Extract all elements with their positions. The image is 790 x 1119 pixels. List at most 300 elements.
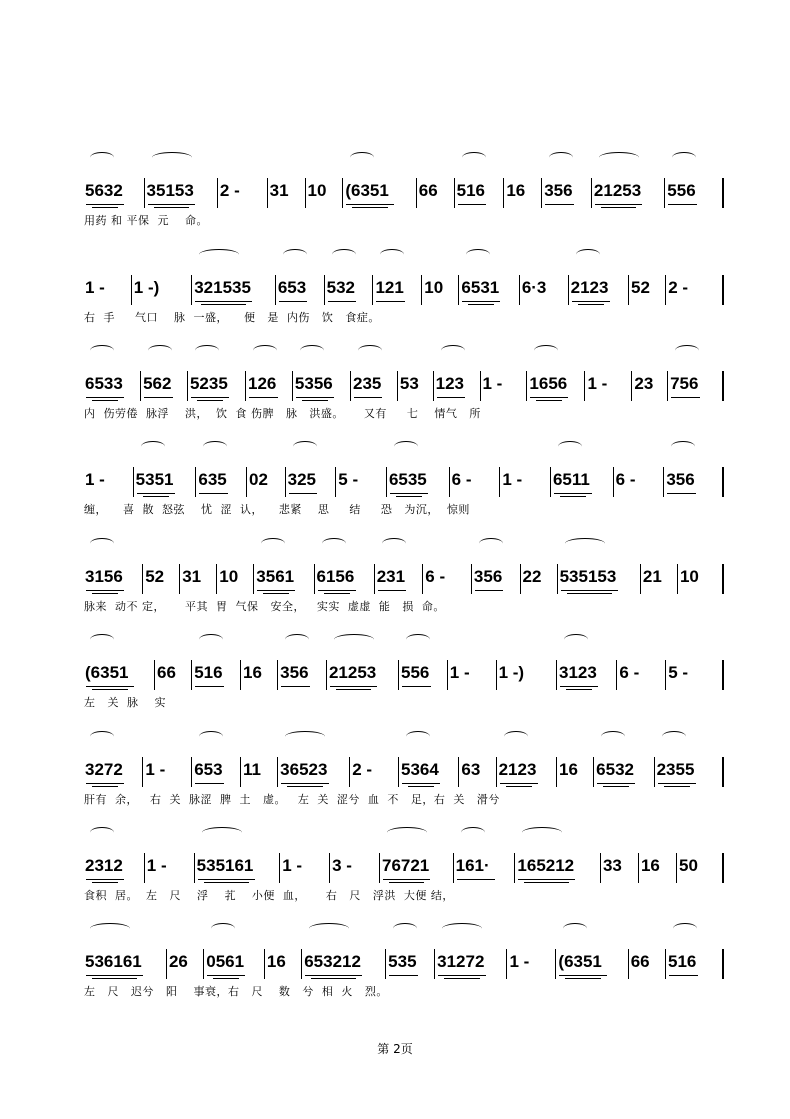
bar-line <box>279 853 280 883</box>
beam-line <box>545 204 574 205</box>
bar-line <box>398 757 399 787</box>
beam-line <box>204 882 249 883</box>
measure-notes: 76721 <box>381 856 430 875</box>
beam-line <box>92 593 118 594</box>
measure-notes: 53 <box>399 374 419 393</box>
measure-notes: 31 <box>182 567 202 586</box>
beam-line <box>524 882 569 883</box>
beam-line <box>567 593 612 594</box>
beam-line <box>475 590 504 591</box>
measure-notes: 6532 <box>596 760 634 779</box>
slur-mark <box>479 538 503 549</box>
beam-line <box>402 686 431 687</box>
lyric-line: 内 伤劳倦 脉浮 洪， 饮 食 伤脾 脉 洪盛。 又有 七 情气 所 <box>84 407 481 420</box>
slur-mark <box>461 827 485 838</box>
measure-notes: 516 <box>668 952 697 971</box>
bar-line <box>277 660 278 690</box>
slur-mark <box>406 731 430 742</box>
slur-mark <box>394 441 418 452</box>
slur-mark <box>199 634 223 645</box>
beam-line <box>195 686 224 687</box>
measure-notes: 31272 <box>437 952 485 971</box>
bar-line <box>267 178 268 208</box>
beam-line <box>318 590 356 591</box>
measure-notes: 3156 <box>85 567 123 586</box>
notation-system <box>0 951 790 1041</box>
lyric-line: 左 关 脉 实 <box>84 696 166 709</box>
beam-line <box>213 978 239 979</box>
bar-line <box>142 757 143 787</box>
bar-line <box>665 275 666 305</box>
measure-notes: 6 - <box>619 663 640 682</box>
bar-line <box>556 660 557 690</box>
slur-mark <box>534 345 558 356</box>
slur-mark <box>152 152 192 163</box>
bar-line <box>677 564 678 594</box>
beam-line <box>565 978 601 979</box>
bar-line <box>722 467 724 497</box>
beam-line <box>346 204 394 205</box>
measure-notes: 11 <box>243 760 261 779</box>
bar-line <box>550 467 551 497</box>
measure-notes: 10 <box>679 567 699 586</box>
beam-line <box>444 978 480 979</box>
measure-notes: 6533 <box>85 374 123 393</box>
bar-line <box>541 178 542 208</box>
bar-line <box>140 371 141 401</box>
measure-notes: 1 -) <box>498 663 525 682</box>
bar-line <box>349 757 350 787</box>
measure-notes: 5632 <box>85 181 123 200</box>
slur-mark <box>332 249 356 260</box>
measure-notes: 6156 <box>316 567 355 586</box>
beam-line <box>561 590 618 591</box>
slur-mark <box>90 731 114 742</box>
beam-line <box>669 975 698 976</box>
bar-line <box>350 371 351 401</box>
beam-line <box>305 975 362 976</box>
bar-line <box>722 564 724 594</box>
slur-mark <box>675 345 699 356</box>
beam-line <box>468 304 494 305</box>
beam-line <box>658 783 696 784</box>
bar-line <box>372 275 373 305</box>
bar-line <box>144 178 145 208</box>
measure-notes: 1656 <box>529 374 568 393</box>
beam-line <box>336 689 372 690</box>
bar-line <box>305 178 306 208</box>
measure-notes: 635 <box>198 470 227 489</box>
beam-line <box>595 204 643 205</box>
bar-line <box>133 467 134 497</box>
beam-line <box>383 879 431 880</box>
slur-mark <box>558 441 582 452</box>
bar-line <box>421 275 422 305</box>
measure-notes: 22 <box>522 567 542 586</box>
bar-line <box>264 949 265 979</box>
beam-line <box>198 879 255 880</box>
slur-mark <box>382 538 406 549</box>
measure-notes: 653 <box>194 760 223 779</box>
slur-mark <box>261 538 285 549</box>
measure-notes: 2123 <box>498 760 537 779</box>
slur-mark <box>199 731 223 742</box>
slur-mark <box>285 634 309 645</box>
measure-notes: 356 <box>473 567 503 586</box>
bar-line <box>447 660 448 690</box>
bar-line <box>385 949 386 979</box>
bar-line <box>664 178 665 208</box>
beam-line <box>195 301 252 302</box>
bar-line <box>379 853 380 883</box>
beam-line <box>86 397 124 398</box>
measure-notes: 63 <box>461 760 481 779</box>
bar-line <box>454 178 455 208</box>
measure-notes: 1 - <box>449 663 470 682</box>
slur-mark <box>441 345 465 356</box>
measure-notes: (6351 <box>85 663 129 682</box>
beam-line <box>572 301 610 302</box>
beam-line <box>408 786 434 787</box>
measure-notes: 562 <box>143 374 172 393</box>
measure-notes: 1 - <box>587 374 608 393</box>
measure-notes: 6 - <box>451 470 472 489</box>
slur-mark <box>350 152 374 163</box>
beam-line <box>302 400 328 401</box>
beam-line <box>92 978 137 979</box>
beam-line <box>597 783 635 784</box>
beam-line <box>664 786 690 787</box>
lyric-line: 右 手 气口 脉 一盛， 便 是 内伤 饮 食症。 <box>84 311 380 324</box>
bar-line <box>195 467 196 497</box>
measure-notes: 1 - <box>482 374 503 393</box>
beam-line <box>249 397 278 398</box>
slur-mark <box>462 152 486 163</box>
bar-line <box>191 757 192 787</box>
beam-line <box>389 882 425 883</box>
beam-line <box>195 783 224 784</box>
beam-line <box>281 783 329 784</box>
measure-notes: 66 <box>157 663 176 682</box>
bar-line <box>600 853 601 883</box>
bar-line <box>275 275 276 305</box>
bar-line <box>301 949 302 979</box>
bar-line <box>314 564 315 594</box>
measure-notes: 123 <box>435 374 464 393</box>
measure-notes: 2355 <box>656 760 695 779</box>
bar-line <box>676 853 677 883</box>
bar-line <box>277 757 278 787</box>
measure-notes: 121 <box>375 278 404 297</box>
beam-line <box>389 975 418 976</box>
slur-mark <box>90 538 114 549</box>
beam-line <box>207 975 245 976</box>
slur-mark <box>442 923 482 934</box>
lyric-line: 左 尺 迟兮 阳 事衰，右 尺 数 兮 相 火 烈。 <box>84 985 388 998</box>
bar-line <box>434 949 435 979</box>
measure-notes: 10 <box>307 181 327 200</box>
measure-notes: 535 <box>388 952 417 971</box>
slur-mark <box>565 538 605 549</box>
beam-line <box>437 397 466 398</box>
bar-line <box>663 467 664 497</box>
slur-mark <box>141 441 165 452</box>
bar-line <box>342 178 343 208</box>
bar-line <box>722 178 724 208</box>
slur-mark <box>380 249 404 260</box>
measure-notes: 0561 <box>206 952 245 971</box>
slur-mark <box>522 827 562 838</box>
bar-line <box>374 564 375 594</box>
measure-notes: 3 - <box>332 856 352 875</box>
beam-line <box>86 590 124 591</box>
measure-notes: 5235 <box>189 374 228 393</box>
measure-notes: 6535 <box>388 470 427 489</box>
measure-notes: 161· <box>455 856 490 875</box>
measure-notes: 16 <box>640 856 660 875</box>
beam-line <box>324 593 350 594</box>
slur-mark <box>148 345 172 356</box>
bar-line <box>246 467 247 497</box>
bar-line <box>722 275 724 305</box>
measure-notes: 535161 <box>196 856 254 875</box>
measure-notes: 532 <box>326 278 356 297</box>
measure-notes: 6 - <box>425 567 446 586</box>
bar-line <box>496 757 497 787</box>
measure-notes: 2312 <box>85 856 123 875</box>
beam-line <box>530 397 568 398</box>
measure-notes: 16 <box>506 181 526 200</box>
bar-line <box>453 853 454 883</box>
beam-line <box>601 207 637 208</box>
beam-line <box>296 397 334 398</box>
bar-line <box>506 949 507 979</box>
measure-notes: 6·3 <box>521 278 547 297</box>
measure-notes: 16 <box>243 663 262 682</box>
bar-line <box>654 757 655 787</box>
beam-line <box>554 493 592 494</box>
beam-line <box>201 304 246 305</box>
measure-notes: 2 - <box>219 181 240 200</box>
bar-line <box>216 564 217 594</box>
slur-mark <box>203 441 227 452</box>
slur-mark <box>466 249 490 260</box>
measure-notes: 1 - <box>85 470 105 489</box>
measure-notes: 165212 <box>517 856 575 875</box>
beam-line <box>560 686 598 687</box>
measure-notes: 6531 <box>461 278 500 297</box>
measure-notes: 356 <box>544 181 573 200</box>
measure-notes: 66 <box>418 181 438 200</box>
bar-line <box>557 564 558 594</box>
measure-notes: 6511 <box>552 470 590 489</box>
measure-notes: 16 <box>266 952 286 971</box>
slur-mark <box>671 441 695 452</box>
slur-mark <box>90 634 114 645</box>
measure-notes: 126 <box>248 374 277 393</box>
bar-line <box>631 371 632 401</box>
slur-mark <box>90 923 130 934</box>
beam-line <box>578 304 604 305</box>
beam-line <box>143 496 169 497</box>
measure-notes: 52 <box>631 278 650 297</box>
beam-line <box>197 400 223 401</box>
lyric-line: 用药 和 平保 元 命。 <box>84 214 208 227</box>
slur-mark <box>576 249 600 260</box>
beam-line <box>92 786 118 787</box>
slur-mark <box>662 731 686 742</box>
beam-line <box>144 397 173 398</box>
measure-notes: 1 -) <box>133 278 160 297</box>
beam-line <box>289 493 318 494</box>
bar-line <box>616 660 617 690</box>
measure-notes: 325 <box>287 470 316 489</box>
bar-line <box>722 949 724 979</box>
beam-line <box>668 204 697 205</box>
beam-line <box>402 783 440 784</box>
measure-notes: 516 <box>194 663 223 682</box>
measure-notes: 10 <box>424 278 444 297</box>
bar-line <box>335 467 336 497</box>
measure-notes: 556 <box>401 663 430 682</box>
bar-line <box>520 564 521 594</box>
bar-line <box>628 949 629 979</box>
bar-line <box>240 757 241 787</box>
slur-mark <box>334 634 374 645</box>
measure-notes: 1 - <box>85 278 105 297</box>
measure-notes: 21253 <box>328 663 377 682</box>
bar-line <box>458 275 459 305</box>
bar-line <box>245 371 246 401</box>
lyric-line: 脉来 动不 定， 平其 胃 气保 安全， 实实 虚虚 能 损 命。 <box>84 600 445 613</box>
bar-line <box>240 660 241 690</box>
beam-line <box>191 397 229 398</box>
measure-notes: 21253 <box>593 181 642 200</box>
measure-notes: 356 <box>280 663 309 682</box>
measure-notes: 1 - <box>282 856 303 875</box>
bar-line <box>422 564 423 594</box>
beam-line <box>506 786 532 787</box>
beam-line <box>518 879 575 880</box>
bar-line <box>556 757 557 787</box>
measure-notes: 556 <box>667 181 696 200</box>
beam-line <box>462 301 500 302</box>
slur-mark <box>563 923 587 934</box>
slur-mark <box>202 827 242 838</box>
slur-mark <box>253 345 277 356</box>
bar-line <box>613 467 614 497</box>
beam-line <box>378 590 407 591</box>
measure-notes: 516 <box>456 181 485 200</box>
slur-mark <box>195 345 219 356</box>
beam-line <box>603 786 629 787</box>
measure-notes: 3123 <box>559 663 597 682</box>
bar-line <box>526 371 527 401</box>
measure-notes: 1 - <box>145 760 166 779</box>
beam-line <box>199 493 228 494</box>
measure-notes: 21 <box>642 567 662 586</box>
beam-line <box>86 975 143 976</box>
bar-line <box>398 660 399 690</box>
measure-notes: 10 <box>219 567 239 586</box>
slur-mark <box>672 152 696 163</box>
measure-notes: 1 - <box>146 856 167 875</box>
measure-notes: 5356 <box>294 374 333 393</box>
bar-line <box>329 853 330 883</box>
slur-mark <box>601 731 625 742</box>
slur-mark <box>358 345 382 356</box>
bar-line <box>667 371 668 401</box>
bar-line <box>187 371 188 401</box>
lyric-line: 缠， 喜 散 怒弦 忧 涩 认， 悲紧 思 结 恐 为沉， 惊则 <box>84 503 470 516</box>
lyric-line: 食积 居。 左 尺 浮 芤 小便 血， 右 尺 浮洪 大便 结， <box>84 889 454 902</box>
measure-notes: 16 <box>559 760 578 779</box>
bar-line <box>638 853 639 883</box>
slur-mark <box>504 731 528 742</box>
slur-mark <box>309 923 349 934</box>
measure-notes: 3561 <box>256 567 295 586</box>
notation-system <box>0 566 790 656</box>
bar-line <box>519 275 520 305</box>
measure-notes: 26 <box>168 952 188 971</box>
beam-line <box>86 204 124 205</box>
beam-line <box>279 301 308 302</box>
measure-notes: 321535 <box>194 278 251 297</box>
bar-line <box>166 949 167 979</box>
beam-line <box>148 204 196 205</box>
bar-line <box>191 660 192 690</box>
measure-notes: (6351 <box>558 952 602 971</box>
beam-line <box>500 783 538 784</box>
measure-notes: 756 <box>670 374 699 393</box>
measure-notes: 23 <box>634 374 654 393</box>
beam-line <box>390 493 428 494</box>
bar-line <box>324 275 325 305</box>
slur-mark <box>283 249 307 260</box>
bar-line <box>179 564 180 594</box>
measure-notes: 5364 <box>401 760 439 779</box>
beam-line <box>92 689 128 690</box>
beam-line <box>154 207 190 208</box>
bar-line <box>593 757 594 787</box>
measure-notes: 5 - <box>338 470 359 489</box>
measure-notes: 31 <box>269 181 289 200</box>
bar-line <box>203 949 204 979</box>
beam-line <box>566 689 592 690</box>
bar-line <box>449 467 450 497</box>
measure-notes: 231 <box>376 567 406 586</box>
beam-line <box>86 783 124 784</box>
slur-mark <box>90 345 114 356</box>
slur-mark <box>387 827 427 838</box>
slur-mark <box>599 152 639 163</box>
slur-mark <box>393 923 417 934</box>
bar-line <box>326 660 327 690</box>
beam-line <box>536 400 562 401</box>
measure-notes: (6351 <box>345 181 389 200</box>
bar-line <box>144 853 145 883</box>
bar-line <box>722 853 724 883</box>
bar-line <box>640 564 641 594</box>
slur-mark <box>285 731 325 742</box>
bar-line <box>194 853 195 883</box>
beam-line <box>438 975 486 976</box>
measure-notes: 3272 <box>85 760 123 779</box>
beam-line <box>92 207 118 208</box>
notation-system <box>0 277 790 367</box>
slur-mark <box>90 152 114 163</box>
bar-line <box>154 660 155 690</box>
